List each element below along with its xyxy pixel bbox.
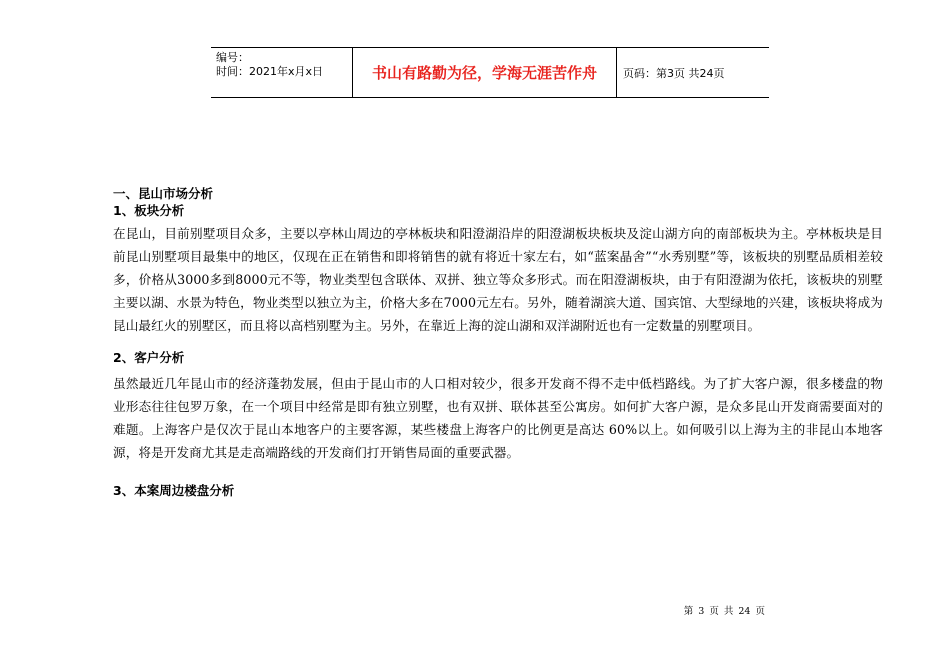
- block-analysis-paragraph: 在昆山，目前别墅项目众多，主要以亭林山周边的亭林板块和阳澄湖沿岸的阳澄湖板块板块及淀山湖方向的南部板块为主。亭林板块是目前昆山别墅项目最集中的地区，仅现在正在销售和即将销售的就有将近十家左右，如“蓝案晶舍”“水秀别墅”等，该板块的别墅品质相差较多，价格从3000多到8000元不等，物业类型包含联体、双拼、独立等众多形式。而在阳澄湖板块，由于有阳澄湖为依托，该板块的别墅主要以湖、水景为特色，物业类型以独立为主，价格大多在7000元左右。另外，随着湖滨大道、国宾馆、大型绿地的兴建，该板块将成为昆山最红火的别墅区，而且将以高档别墅为主。另外，在靠近上海的淀山湖和双洋湖附近也有一定数量的别墅项目。: [113, 226, 883, 333]
- document-header: [211, 47, 769, 98]
- customer-analysis-heading: 2、客户分析: [113, 350, 185, 365]
- time-label: 时间：2021年x月x日: [216, 65, 324, 78]
- block-analysis-heading: 1、板块分析: [113, 203, 185, 218]
- header-motto: 书山有路勤为径，学海无涯苦作舟: [353, 48, 617, 97]
- page-footer: 第 3 页 共 24 页: [683, 606, 765, 617]
- market-analysis-heading: 一、昆山市场分析: [113, 186, 214, 201]
- surrounding-projects-heading: 3、本案周边楼盘分析: [113, 483, 235, 498]
- customer-analysis-paragraph: 虽然最近几年昆山市的经济蓬勃发展，但由于昆山市的人口相对较少，很多开发商不得不走中低档路线。为了扩大客户源，很多楼盘的物业形态往往包罗万象，在一个项目中经常是即有独立别墅，也有双拼、联体甚至公寓房。如何扩大客户源，是众多昆山开发商需要面对的难题。上海客户是仅次于昆山本地客户的主要客源，某些楼盘上海客户的比例更是高达 60%以上。如何吸引以上海为主的非昆山本地客源，将是开发商尤其是走高端路线的开发商们打开销售局面的重要武器。: [113, 376, 883, 460]
- document-body: [113, 185, 883, 499]
- header-meta-cell: [211, 48, 353, 97]
- header-page-info: 页码：第3页 共24页: [623, 66, 725, 80]
- doc-number-label: 编号：: [216, 51, 249, 64]
